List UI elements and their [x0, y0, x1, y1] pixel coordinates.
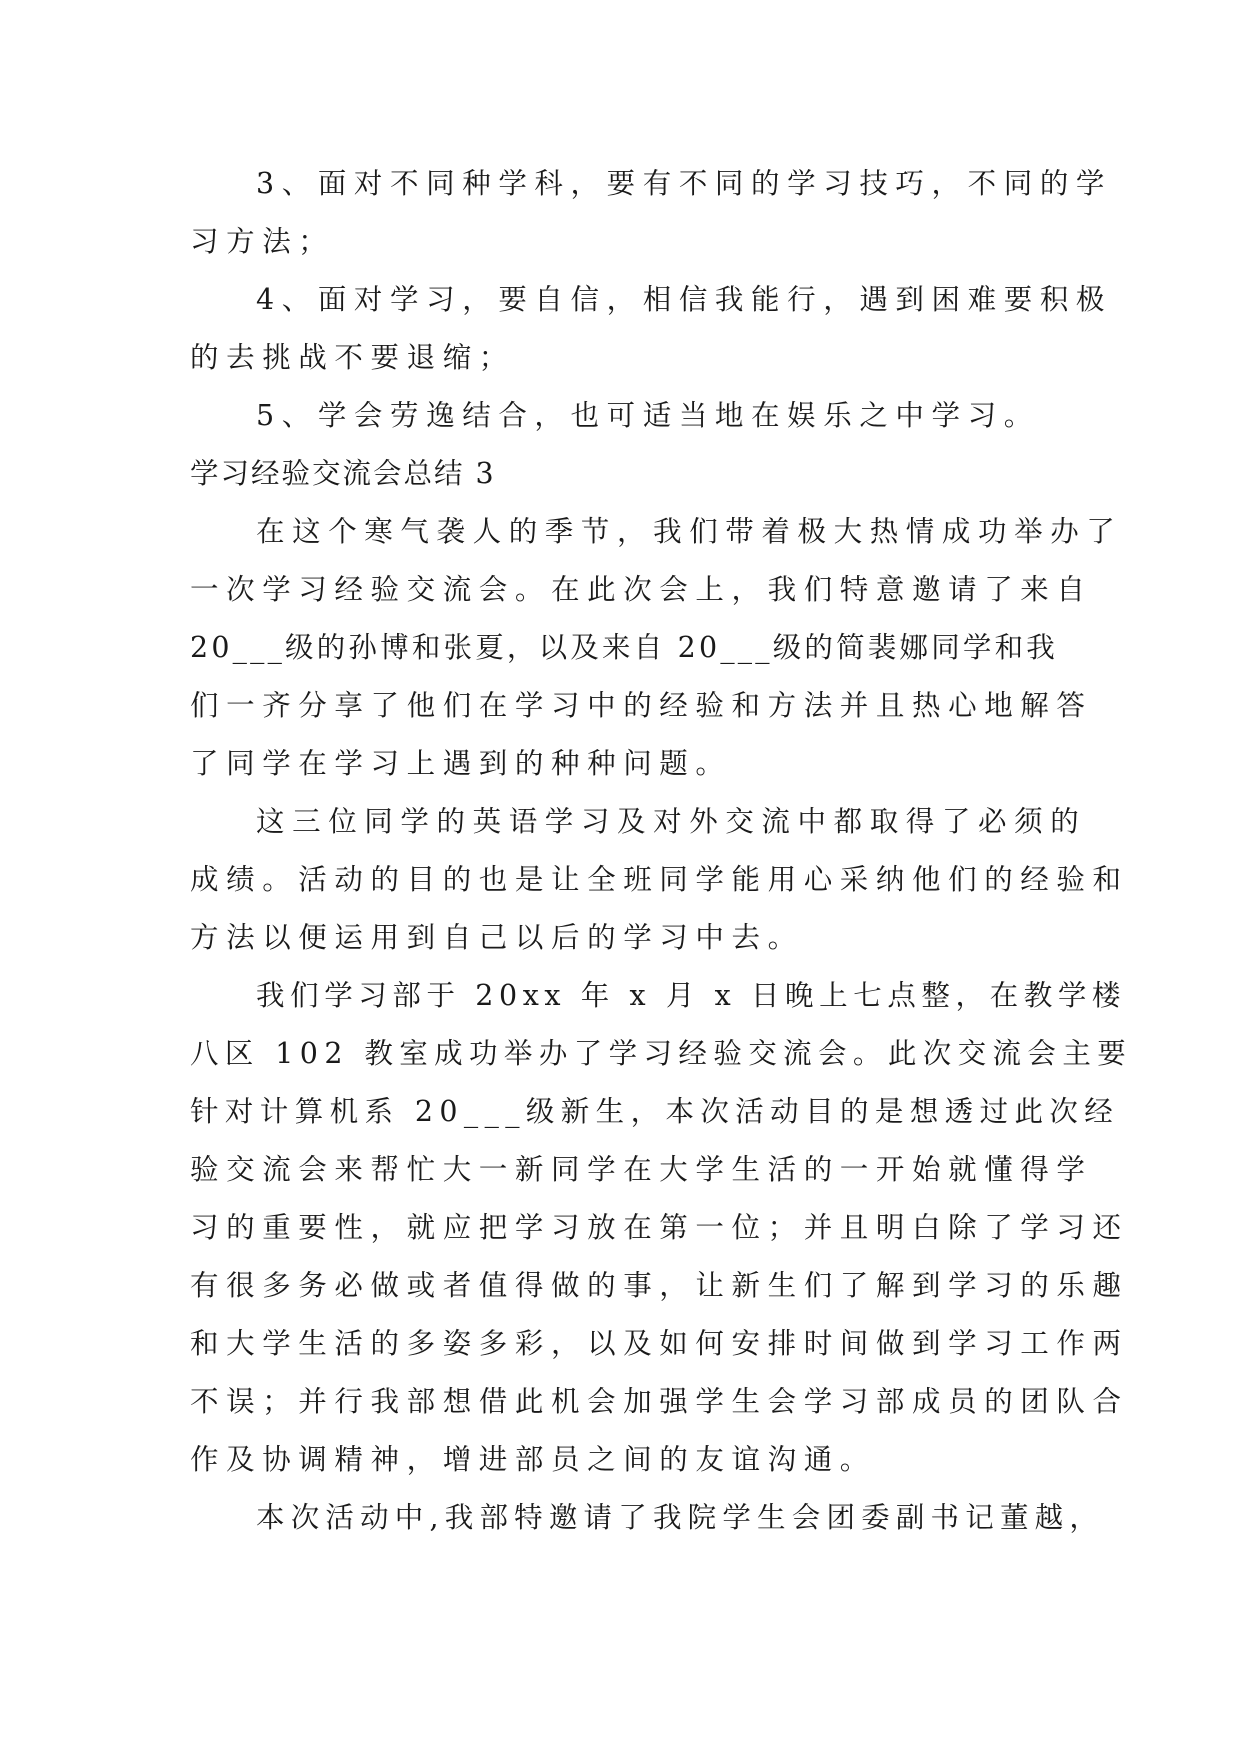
paragraph-3-line-6: 有很多务必做或者值得做的事，让新生们了解到学习的乐趣: [190, 1269, 1129, 1302]
paragraph-2-line-1: 这三位同学的英语学习及对外交流中都取得了必须的: [256, 805, 1087, 838]
paragraph-3-line-5: 习的重要性，就应把学习放在第一位；并且明白除了学习还: [190, 1211, 1129, 1244]
paragraph-3-line-3: 针对计算机系 20___级新生，本次活动目的是想透过此次经: [190, 1095, 1120, 1128]
paragraph-1-line-5: 了同学在学习上遇到的种种问题。: [190, 747, 732, 780]
list-item-5: 5、学会劳逸结合，也可适当地在娱乐之中学习。: [256, 399, 1040, 432]
list-item-3-line-1: 3、面对不同种学科，要有不同的学习技巧，不同的学: [256, 167, 1113, 200]
paragraph-1-line-3: 20___级的孙博和张夏，以及来自 20___级的简裴娜同学和我: [190, 631, 1058, 664]
list-item-3-line-2: 习方法；: [190, 225, 335, 258]
paragraph-1-line-4: 们一齐分享了他们在学习中的经验和方法并且热心地解答: [190, 689, 1093, 722]
list-item-4-line-2: 的去挑战不要退缩；: [190, 341, 515, 374]
paragraph-2-line-3: 方法以便运用到自己以后的学习中去。: [190, 921, 804, 954]
paragraph-1-line-1: 在这个寒气袭人的季节，我们带着极大热情成功举办了: [256, 515, 1123, 548]
paragraph-3-line-2: 八区 102 教室成功举办了学习经验交流会。此次交流会主要: [190, 1037, 1133, 1070]
paragraph-3-line-7: 和大学生活的多姿多彩，以及如何安排时间做到学习工作两: [190, 1327, 1129, 1360]
paragraph-1-line-2: 一次学习经验交流会。在此次会上，我们特意邀请了来自: [190, 573, 1093, 606]
list-item-4-line-1: 4、面对学习，要自信，相信我能行，遇到困难要积极: [256, 283, 1113, 316]
paragraph-2-line-2: 成绩。活动的目的也是让全班同学能用心采纳他们的经验和: [190, 863, 1129, 896]
paragraph-3-line-8: 不误；并行我部想借此机会加强学生会学习部成员的团队合: [190, 1385, 1129, 1418]
paragraph-4-line-1: 本次活动中,我部特邀请了我院学生会团委副书记董越，: [256, 1501, 1105, 1534]
paragraph-3-line-4: 验交流会来帮忙大一新同学在大学生活的一开始就懂得学: [190, 1153, 1093, 1186]
paragraph-3-line-9: 作及协调精神，增进部员之间的友谊沟通。: [190, 1443, 876, 1476]
paragraph-3-line-1: 我们学习部于 20xx 年 x 月 x 日晚上七点整，在教学楼: [256, 979, 1127, 1012]
section-heading: 学习经验交流会总结 3: [190, 457, 496, 490]
